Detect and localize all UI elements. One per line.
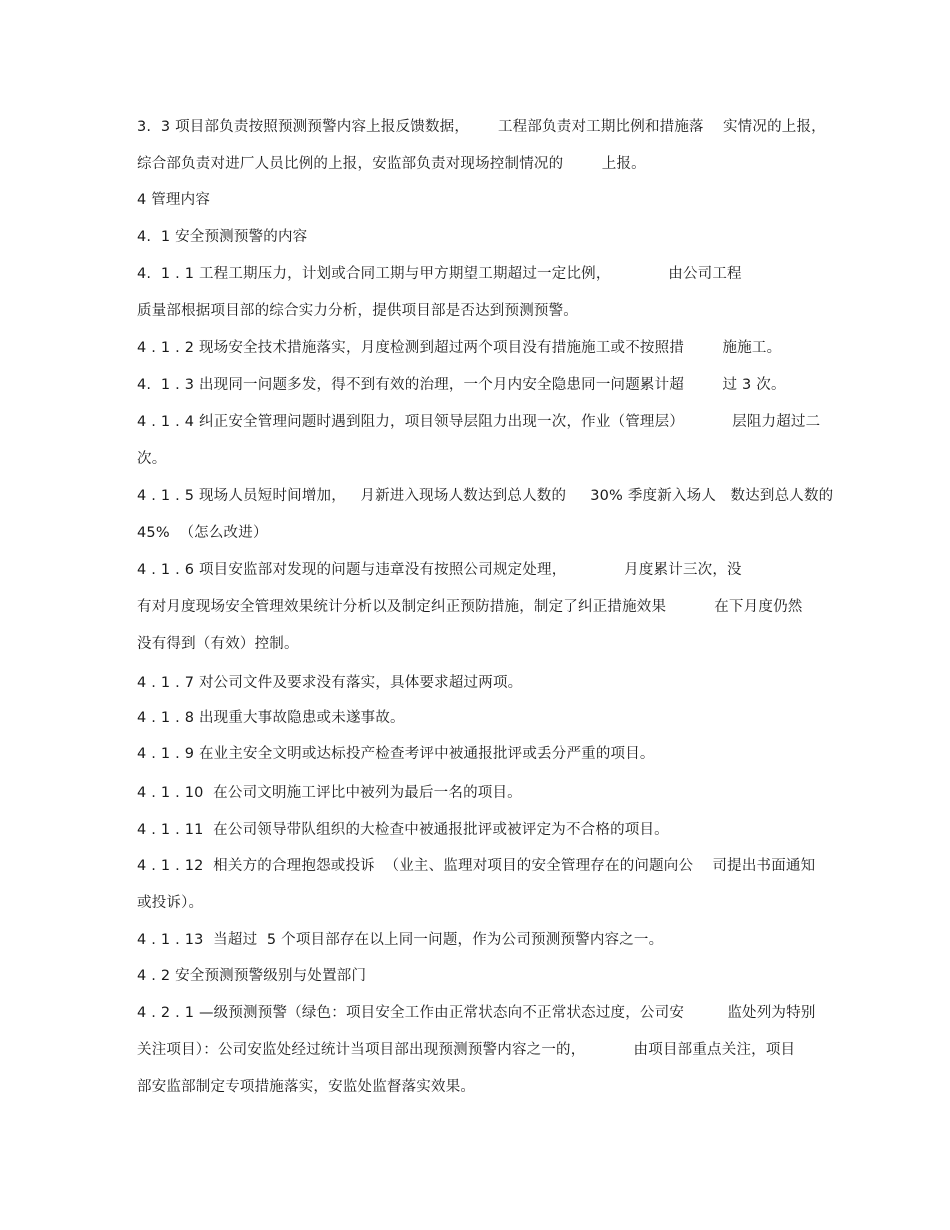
text-line: 次。	[137, 451, 167, 467]
text-line: 4 . 1 . 8 出现重大事故隐患或未遂事故。	[137, 710, 405, 726]
text-line: 没有得到（有效）控制。	[137, 636, 299, 652]
text-line: 4 . 1 . 11 在公司领导带队组织的大检查中被通报批评或被评定为不合格的项目。	[137, 822, 669, 838]
text-line: 综合部负责对进厂人员比例的上报，安监部负责对现场控制情况的 上报。	[137, 156, 646, 172]
text-line: 4 . 1 . 6 项目安监部对发现的问题与违章没有按照公司规定处理， 月度累计三次，没	[137, 562, 742, 578]
text-line: 部安监部制定专项措施落实，安监处监督落实效果。	[137, 1079, 476, 1095]
text-line: 有对月度现场安全管理效果统计分析以及制定纠正预防措施，制定了纠正措施效果 在下月度仍然	[137, 599, 803, 615]
text-line: 4 . 1 . 10 在公司文明施工评比中被列为最后一名的项目。	[137, 785, 522, 801]
subsection-heading: 4 . 2 安全预测预警级别与处置部门	[137, 968, 367, 984]
subsection-heading: 4. 1 安全预测预警的内容	[137, 229, 308, 245]
text-line: 质量部根据项目部的综合实力分析，提供项目部是否达到预测预警。	[137, 303, 578, 319]
text-line: 4 . 1 . 12 相关方的合理抱怨或投诉 （业主、监理对项目的安全管理存在的问题向公 司提出书面通知	[137, 858, 816, 874]
section-heading: 4 管理内容	[137, 192, 211, 208]
text-line: 4 . 1 . 5 现场人员短时间增加， 月新进入现场人数达到总人数的 30% 季度新入场人 数达到总人数的	[137, 488, 834, 504]
text-line: 4 . 1 . 9 在业主安全文明或达标投产检查考评中被通报批评或丢分严重的项目。	[137, 746, 655, 762]
text-line: 4 . 1 . 2 现场安全技术措施落实，月度检测到超过两个项目没有措施施工或不按照措 施施工。	[137, 340, 782, 356]
text-line: 4. 1 . 1 工程工期压力，计划或合同工期与甲方期望工期超过一定比例， 由公司工程	[137, 266, 742, 282]
text-line: 4 . 1 . 4 纠正安全管理问题时遇到阻力，项目领导层阻力出现一次，作业（管理层） 层阻力超过二	[137, 414, 821, 430]
text-line: 4 . 2 . 1 —级预测预警（绿色：项目安全工作由正常状态向不正常状态过度，公司安 监处列为特别	[137, 1005, 816, 1021]
text-line: 3. 3 项目部负责按照预测预警内容上报反馈数据， 工程部负责对工期比例和措施落 实情况的上报，	[137, 119, 826, 135]
text-line: 45% （怎么改进）	[137, 525, 268, 541]
text-line: 4 . 1 . 7 对公司文件及要求没有落实，具体要求超过两项。	[137, 675, 523, 691]
text-line: 4. 1 . 3 出现同一问题多发，得不到有效的治理，一个月内安全隐患同一问题累计超 过 3 次。	[137, 377, 786, 393]
text-line: 或投诉）。	[137, 895, 204, 911]
text-line: 关注项目）：公司安监处经过统计当项目部出现预测预警内容之一的， 由项目部重点关注，项目	[137, 1042, 796, 1058]
text-line: 4 . 1 . 13 当超过 5 个项目部存在以上同一问题，作为公司预测预警内容之一。	[137, 932, 664, 948]
